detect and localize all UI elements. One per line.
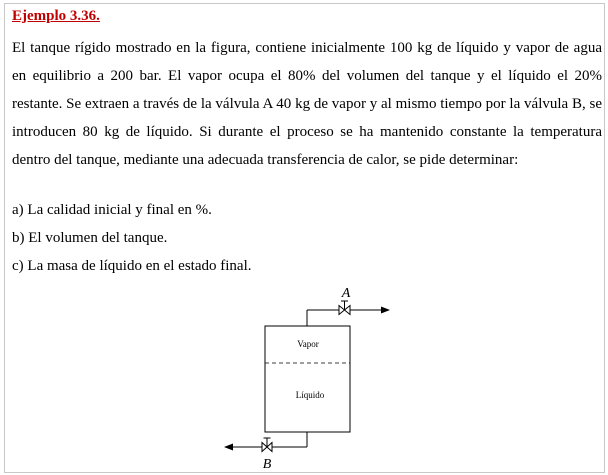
valve-a-label: A <box>341 286 351 301</box>
question-b: b) El volumen del tanque. <box>12 230 168 246</box>
example-title: Ejemplo 3.36. <box>12 8 100 24</box>
valve-a-icon <box>339 301 350 315</box>
liquid-label: Líquido <box>295 390 325 400</box>
vapor-label: Vapor <box>297 339 319 349</box>
problem-statement: El tanque rígido mostrado en la figura, contiene inicialmente 100 kg de líquido y vapor de agua en equilibrio a 200 bar. El vapor ocupa el 80% del volumen del tanque y el líquido el 20% restante. Se extraen a través de la válvula A 40 kg de vapor y al mismo tiempo por la válvula B, se introducen 80 kg de líquido. Si durante el proceso se ha mantenido constante la temperatura dentro del tanque, mediante una adecuada transferencia de calor, se pide determinar: <box>12 40 602 168</box>
valve-b-label: B <box>262 457 272 472</box>
outlet-pipe-a <box>307 307 390 327</box>
question-a: a) La calidad inicial y final en %. <box>12 202 212 218</box>
valve-b-icon <box>262 438 272 452</box>
question-c: c) La masa de líquido en el estado final. <box>12 258 252 274</box>
